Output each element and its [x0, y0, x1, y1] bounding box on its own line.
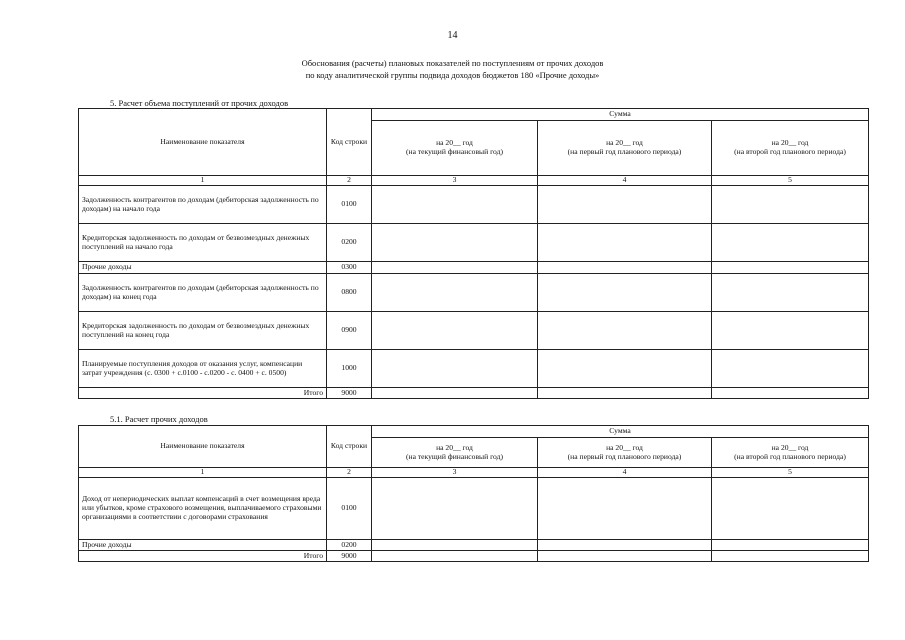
value-cell [712, 186, 869, 224]
row-code: 0900 [327, 312, 372, 350]
value-cell [372, 388, 538, 399]
col-number: 4 [538, 176, 712, 186]
col-number: 3 [372, 468, 538, 478]
value-cell [712, 551, 869, 562]
table-row [79, 262, 869, 274]
header-year-second-plan [712, 438, 869, 468]
value-cell [372, 540, 538, 551]
value-cell [372, 186, 538, 224]
header-name: Наименование показателя [79, 109, 327, 176]
header-sum: Сумма [372, 109, 869, 121]
header-year-second-plan-label: на 20__ год [771, 138, 809, 148]
table-row [79, 312, 869, 350]
value-cell [538, 350, 712, 388]
value-cell [712, 540, 869, 551]
header-year-first-plan [538, 121, 712, 176]
row-code: 0300 [327, 262, 372, 274]
header-year-second-plan-sub: (на второй год планового периода) [734, 451, 846, 461]
value-cell [372, 478, 538, 540]
header-year-first-plan-label: на 20__ год [606, 138, 643, 148]
col-number: 1 [79, 468, 327, 478]
col-number: 5 [712, 468, 869, 478]
header-year-current [372, 121, 538, 176]
value-cell [538, 388, 712, 399]
value-cell [372, 312, 538, 350]
header-year-second-plan-label: на 20__ год [771, 442, 809, 452]
section-5-1-title: 5.1. Расчет прочих доходов [110, 414, 208, 424]
header-code: Код строки [327, 426, 372, 468]
header-year-second-plan-sub: (на второй год планового периода) [734, 147, 846, 156]
total-row [79, 551, 869, 562]
value-cell [712, 224, 869, 262]
table-row [79, 350, 869, 388]
col-number: 3 [372, 176, 538, 186]
header-sum: Сумма [372, 426, 869, 438]
value-cell [372, 551, 538, 562]
row-name: Кредиторская задолженность по доходам от безвозмездных денежных поступлений на конец года [79, 312, 327, 350]
col-number: 2 [327, 468, 372, 478]
value-cell [712, 388, 869, 399]
value-cell [372, 274, 538, 312]
value-cell [372, 350, 538, 388]
total-label: Итого [79, 388, 327, 399]
value-cell [538, 540, 712, 551]
value-cell [538, 551, 712, 562]
header-year-first-plan-sub: (на первый год планового периода) [567, 451, 682, 461]
row-name: Задолженность контрагентов по доходам (дебиторская задолженность по доходам) на начало года [79, 186, 327, 224]
table-row [79, 224, 869, 262]
col-number: 2 [327, 176, 372, 186]
value-cell [538, 478, 712, 540]
header-year-current-label: на 20__ год [436, 138, 473, 148]
table-row [79, 540, 869, 551]
col-number: 5 [712, 176, 869, 186]
row-name: Кредиторская задолженность по доходам от безвозмездных денежных поступлений на начало года [79, 224, 327, 262]
page-number: 14 [447, 30, 458, 41]
row-name: Планируемые поступления доходов от оказания услуг, компенсации затрат учреждения (с. 0300 + с.0100 - с.0200 - с. 0400 + с. 0500) [79, 350, 327, 388]
value-cell [712, 262, 869, 274]
row-name: Задолженность контрагентов по доходам (дебиторская задолженность по доходам) на конец года [79, 274, 327, 312]
value-cell [538, 262, 712, 274]
row-name: Прочие доходы [79, 540, 327, 551]
value-cell [372, 262, 538, 274]
value-cell [538, 274, 712, 312]
value-cell [538, 224, 712, 262]
col-number: 1 [79, 176, 327, 186]
header-year-second-plan [712, 121, 869, 176]
value-cell [712, 274, 869, 312]
value-cell [538, 186, 712, 224]
row-code: 0200 [327, 224, 372, 262]
row-code: 0800 [327, 274, 372, 312]
value-cell [712, 312, 869, 350]
header-year-first-plan-sub: (на первый год планового периода) [567, 147, 682, 156]
total-row [79, 388, 869, 399]
table-row [79, 274, 869, 312]
value-cell [538, 312, 712, 350]
header-year-current [372, 438, 538, 468]
document-title-line-1: Обоснования (расчеты) плановых показателей по поступлениям от прочих доходов [301, 58, 604, 68]
table-row [79, 186, 869, 224]
total-code: 9000 [327, 388, 372, 399]
header-year-current-sub: (на текущий финансовый год) [406, 451, 503, 461]
row-code: 1000 [327, 350, 372, 388]
section-5-title: 5. Расчет объема поступлений от прочих доходов [110, 98, 289, 108]
header-name: Наименование показателя [79, 426, 327, 468]
row-code: 0200 [327, 540, 372, 551]
header-year-current-sub: (на текущий финансовый год) [406, 147, 503, 156]
row-name: Прочие доходы [79, 262, 327, 274]
document-title-line-2: по коду аналитической группы подвида доходов бюджетов 180 «Прочие доходы» [305, 70, 600, 80]
header-year-first-plan [538, 438, 712, 468]
row-code: 0100 [327, 186, 372, 224]
section-5-table [78, 108, 869, 399]
row-code: 0100 [327, 478, 372, 540]
row-name: Доход от непериодических выплат компенсаций в счет возмещения вреда или убытков, кроме страхового возмещения, выплачиваемого страховыми организациями в соответствии с договорами страхования [79, 478, 327, 540]
value-cell [712, 478, 869, 540]
col-number: 4 [538, 468, 712, 478]
header-year-first-plan-label: на 20__ год [606, 442, 643, 452]
header-code: Код строки [327, 109, 372, 176]
table-row [79, 478, 869, 540]
value-cell [372, 224, 538, 262]
total-code: 9000 [327, 551, 372, 562]
section-5-1-table [78, 425, 869, 562]
value-cell [712, 350, 869, 388]
total-label: Итого [79, 551, 327, 562]
header-year-current-label: на 20__ год [436, 442, 473, 452]
